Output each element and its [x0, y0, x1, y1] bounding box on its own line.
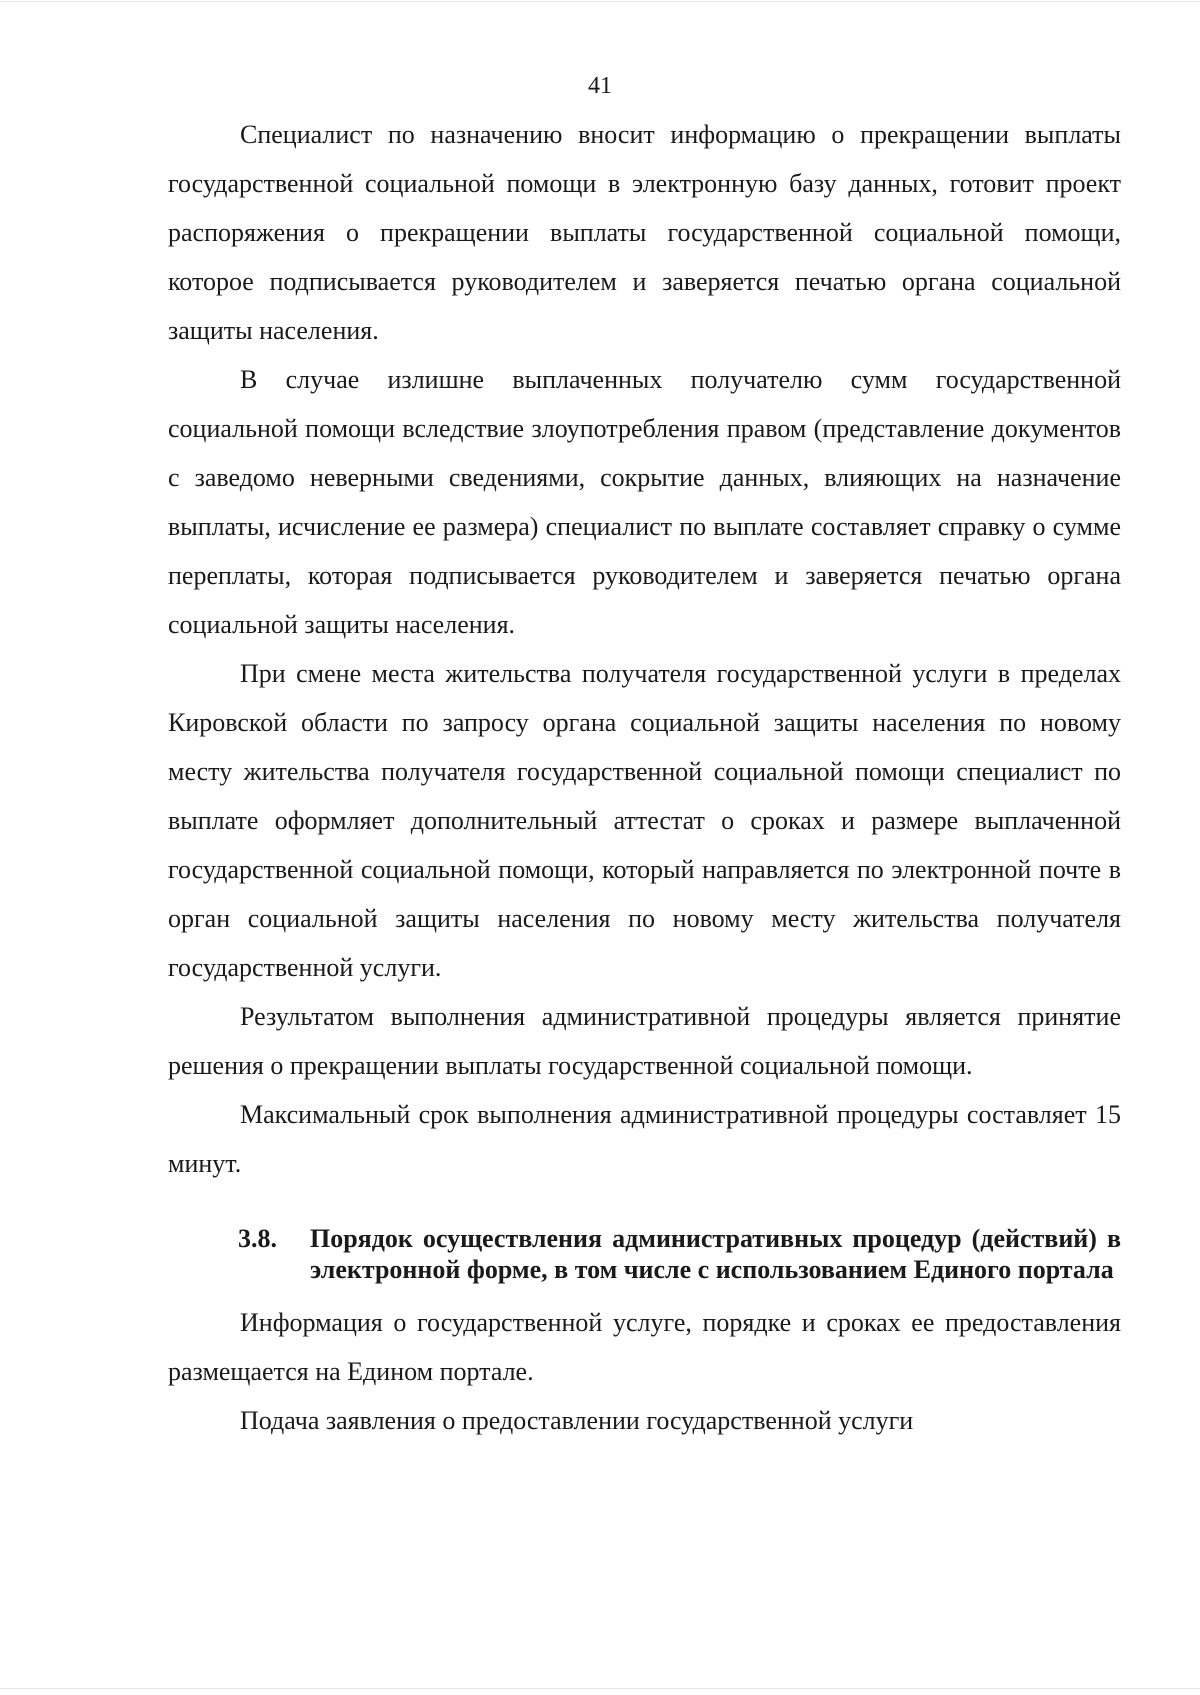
document-body	[168, 110, 1121, 1445]
page-number: 41	[588, 73, 612, 99]
scan-edge-bottom	[0, 1688, 1200, 1689]
paragraph-overpayment: В случае излишне выплаченных получателю сумм государственной социальной помощи вследствие злоупотребления правом (представление документов с заведомо неверными сведениями, сокрытие данных, влияющих на назначение выплаты, исчисление ее размера) специалист по выплате составляет справку о сумме переплаты, которая подписывается руководителем и заверяется печатью органа социальной защиты населения.	[168, 365, 1121, 639]
paragraph-change-of-residence: При смене места жительства получателя государственной услуги в пределах Кировской области по запросу органа социальной защиты населения по новому месту жительства получателя государственной социальной помощи специалист по выплате оформляет дополнительный аттестат о сроках и размере выплаченной государственной социальной помощи, который направляется по электронной почте в орган социальной защиты населения по новому месту жительства получателя государственной услуги.	[168, 659, 1121, 982]
section-heading	[168, 1223, 1121, 1285]
paragraph-application-submission: Подача заявления о предоставлении государственной услуги	[240, 1406, 914, 1435]
paragraph-procedure-result: Результатом выполнения административной процедуры является принятие решения о прекращении выплаты государственной социальной помощи.	[168, 1002, 1121, 1080]
scan-edge-top	[0, 1, 1200, 2]
section-title: Порядок осуществления административных процедур (действий) в электронной форме, в том числе с использованием Единого портала	[310, 1224, 1121, 1284]
paragraph-service-info: Информация о государственной услуге, порядке и сроках ее предоставления размещается на Едином портале.	[168, 1308, 1121, 1386]
paragraph-max-duration: Максимальный срок выполнения административной процедуры составляет 15 минут.	[168, 1100, 1121, 1178]
section-number: 3.8.	[238, 1224, 277, 1253]
paragraph-termination-entry: Специалист по назначению вносит информацию о прекращении выплаты государственной социальной помощи в электронную базу данных, готовит проект распоряжения о прекращении выплаты государственной социальной помощи, которое подписывается руководителем и заверяется печатью органа социальной защиты населения.	[168, 120, 1121, 345]
